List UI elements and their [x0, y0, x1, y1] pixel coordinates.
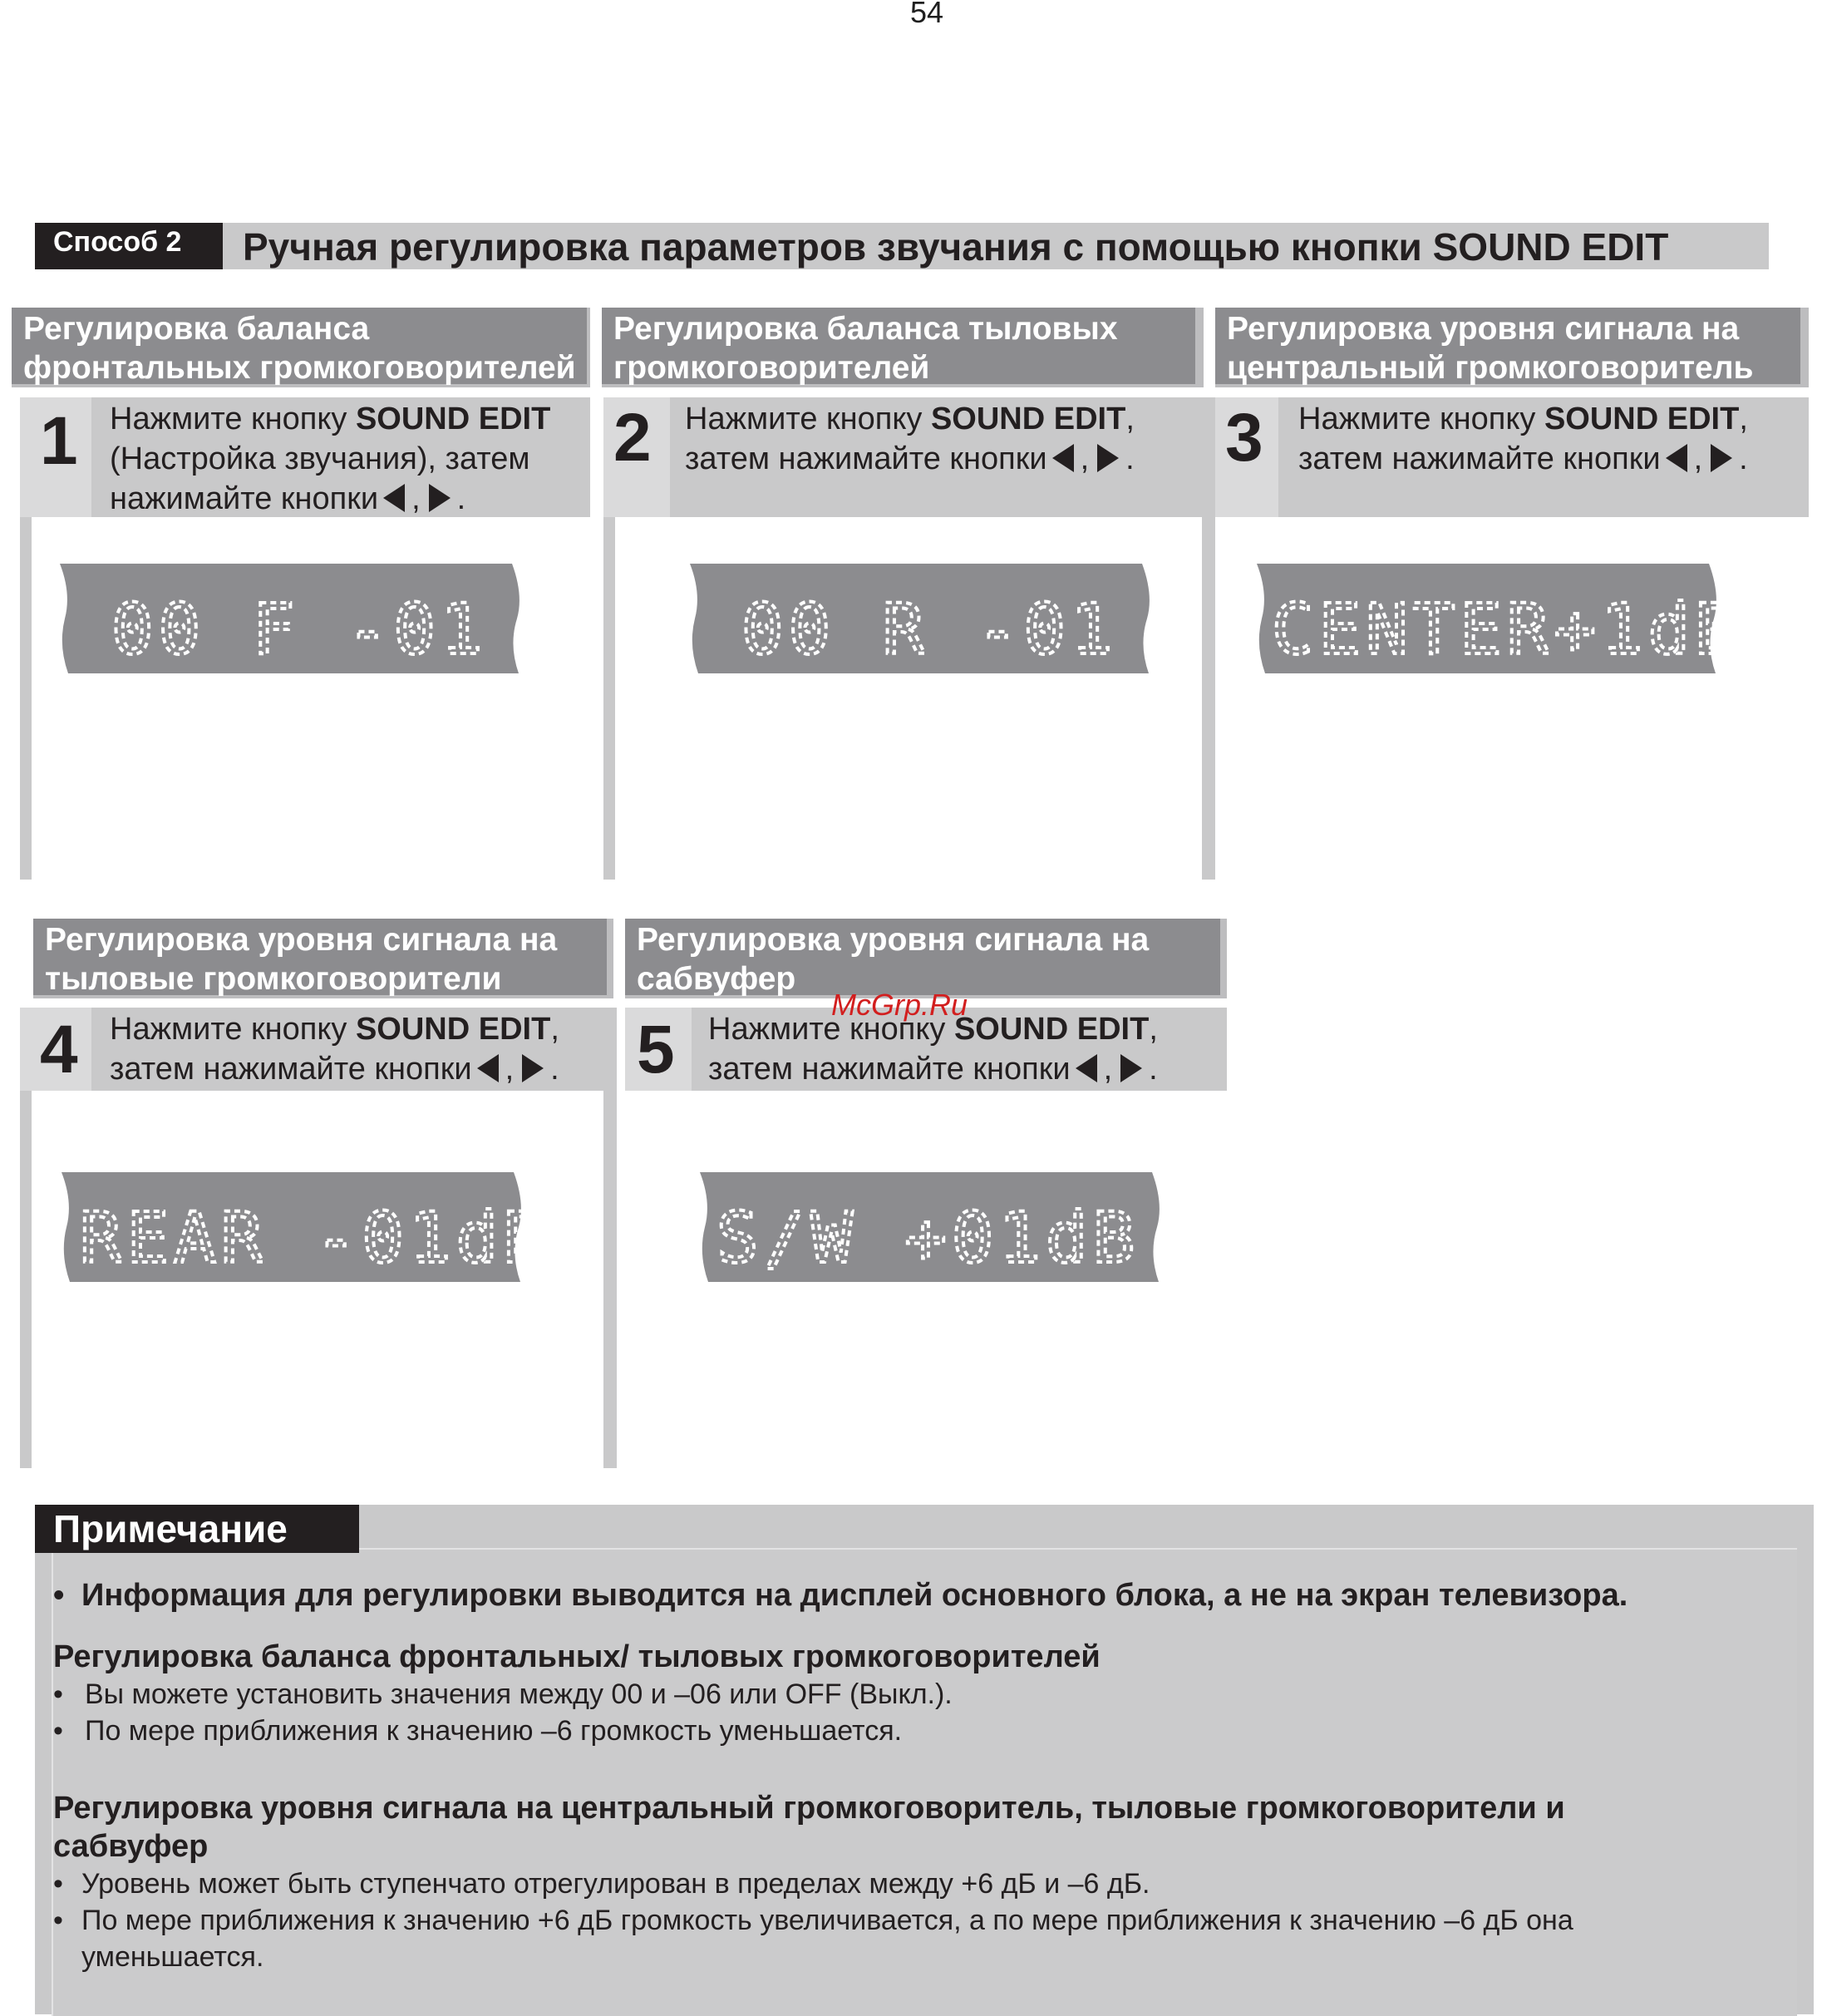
arrow-separator: ,: [505, 1052, 515, 1087]
note-section-heading-line1: Регулировка уровня сигнала на центральный громкоговоритель, тыловые громкоговорители и: [53, 1791, 1565, 1826]
left-arrow-icon: [1052, 444, 1074, 472]
note-list-item: [53, 1676, 1782, 1713]
note-list-item-continuation: уменьшается.: [81, 1941, 264, 1973]
page-number: 54: [909, 0, 944, 29]
lcd-text: REAR -01dB: [80, 1197, 550, 1279]
arrow-separator: ,: [411, 481, 421, 516]
note-list-item-text: Уровень может быть ступенчато отрегулирован в пределах между +6 дБ и –6 дБ.: [81, 1868, 1150, 1900]
bullet-icon: •: [53, 1905, 63, 1936]
panel-4-header-line2: тыловые громкоговорители: [45, 961, 502, 997]
panel-2-header: [602, 308, 1195, 384]
section-title: Ручная регулировка параметров звучания с помощью кнопки SOUND EDIT: [243, 225, 1669, 269]
panel-5-lcd-display: [697, 1171, 1162, 1284]
step-text-comma: ,: [1739, 402, 1748, 436]
arrow-separator: ,: [1103, 1052, 1113, 1087]
note-list-item-text: Вы можете установить значения между 00 и –06 или OFF (Выкл.).: [85, 1678, 953, 1710]
panel-5-step-number: 5: [637, 1012, 675, 1087]
sound-edit-button-label: SOUND EDIT: [953, 1012, 1150, 1047]
step-text-line2: затем нажимайте кнопки: [685, 441, 1047, 476]
step-text: Нажмите кнопку: [1298, 402, 1544, 436]
section-label: Способ 2: [53, 226, 182, 258]
panel-3-header-line1: Регулировка уровня сигнала на: [1227, 311, 1740, 347]
panel-2-lcd-display: [687, 562, 1152, 675]
bullet-icon: •: [53, 1715, 63, 1747]
panel-1-step-text: [110, 399, 592, 519]
lcd-text: 00 R -01: [741, 589, 1118, 670]
panel-3-header: [1215, 308, 1800, 384]
panel-5-header: [625, 919, 1220, 995]
sound-edit-button-label: SOUND EDIT: [1544, 402, 1740, 436]
note-main-text: Информация для регулировки выводится на дисплей основного блока, а не на экран телевизора.: [81, 1578, 1628, 1613]
panel-1-header-line2: фронтальных громкоговорителей: [23, 350, 576, 386]
right-arrow-icon: [429, 484, 451, 512]
left-arrow-icon: [1076, 1054, 1097, 1082]
right-arrow-icon: [1711, 444, 1732, 472]
panel-2-step-text: [685, 399, 1200, 479]
right-arrow-icon: [1120, 1054, 1142, 1082]
arrow-end: .: [456, 481, 466, 516]
note-list-item-text: По мере приближения к значению –6 громкость уменьшается.: [85, 1715, 903, 1747]
note-list-item: [53, 1902, 1782, 1939]
panel-1-header-line1: Регулировка баланса: [23, 311, 370, 347]
panel-3-lcd-display: [1253, 562, 1742, 675]
note-main-item: [53, 1578, 1627, 1614]
lcd-text: CENTER+1dB: [1272, 589, 1742, 670]
arrow-separator: ,: [1693, 441, 1703, 476]
step-text-line3: нажимайте кнопки: [110, 481, 379, 516]
sound-edit-button-label: SOUND EDIT: [355, 1012, 551, 1047]
step-text: Нажмите кнопку: [110, 1012, 356, 1047]
panel-4-step-text: [110, 1009, 608, 1089]
panel-1-step-number: 1: [40, 403, 78, 479]
left-arrow-icon: [477, 1054, 499, 1082]
lcd-text: S/W +01dB: [716, 1197, 1140, 1279]
arrow-end: .: [1149, 1052, 1158, 1087]
right-arrow-icon: [522, 1054, 544, 1082]
step-text-comma: ,: [1149, 1012, 1158, 1047]
arrow-end: .: [1739, 441, 1748, 476]
bullet-icon: •: [53, 1868, 63, 1900]
panel-2-header-line2: громкоговорителей: [613, 350, 930, 386]
note-title: Примечание: [53, 1507, 288, 1550]
right-arrow-icon: [1097, 444, 1119, 472]
left-arrow-icon: [383, 484, 405, 512]
step-text-line2: затем нажимайте кнопки: [1298, 441, 1661, 476]
step-text-comma: ,: [550, 1012, 559, 1047]
arrow-end: .: [550, 1052, 559, 1087]
note-list-item: [53, 1866, 1782, 1902]
note-section-heading-line2: сабвуфер: [53, 1829, 209, 1864]
step-text: Нажмите кнопку: [708, 1012, 954, 1047]
note-section-heading: Регулировка баланса фронтальных/ тыловых громкоговорителей: [53, 1639, 1101, 1674]
panel-3-step-number: 3: [1225, 400, 1263, 476]
panel-5-left-bar: [603, 1008, 617, 1468]
panel-1-header: [12, 308, 587, 384]
bullet-icon: •: [53, 1578, 65, 1613]
panel-4-lcd-display: [58, 1171, 550, 1284]
note-section-2: [53, 1789, 1782, 1975]
note-list-item: [53, 1713, 1782, 1749]
step-text-line2: затем нажимайте кнопки: [708, 1052, 1071, 1087]
panel-3-step-text: [1298, 399, 1814, 479]
note-section-1: [53, 1638, 1782, 1749]
step-text-line2: затем нажимайте кнопки: [110, 1052, 472, 1087]
note-list-item-text: По мере приближения к значению +6 дБ громкость увеличивается, а по мере приближения к значению –6 дБ она: [81, 1905, 1573, 1936]
sound-edit-button-label: SOUND EDIT: [355, 402, 551, 436]
step-text-comma: ,: [1125, 402, 1135, 436]
panel-4-header-line1: Регулировка уровня сигнала на: [45, 922, 558, 958]
panel-2-header-line1: Регулировка баланса тыловых: [613, 311, 1118, 347]
step-text: Нажмите кнопку: [685, 402, 931, 436]
lcd-text: 00 F -01: [111, 589, 488, 670]
left-arrow-icon: [1666, 444, 1687, 472]
panel-3-left-bar: [1202, 397, 1215, 880]
panel-5-header-line1: Регулировка уровня сигнала на: [637, 922, 1150, 958]
step-text-line2: (Настройка звучания), затем: [110, 441, 530, 476]
panel-3-header-line2: центральный громкоговоритель: [1227, 350, 1754, 386]
panel-4-step-number: 4: [40, 1012, 78, 1087]
arrow-separator: ,: [1080, 441, 1090, 476]
step-text: Нажмите кнопку: [110, 402, 356, 436]
bullet-icon: •: [53, 1678, 63, 1710]
watermark: McGrp.Ru: [831, 988, 968, 1022]
panel-4-header: [33, 919, 607, 995]
panel-2-step-number: 2: [613, 400, 652, 476]
panel-5-header-line2: сабвуфер: [637, 961, 796, 997]
sound-edit-button-label: SOUND EDIT: [930, 402, 1126, 436]
arrow-end: .: [1125, 441, 1135, 476]
panel-1-lcd-display: [57, 562, 522, 675]
